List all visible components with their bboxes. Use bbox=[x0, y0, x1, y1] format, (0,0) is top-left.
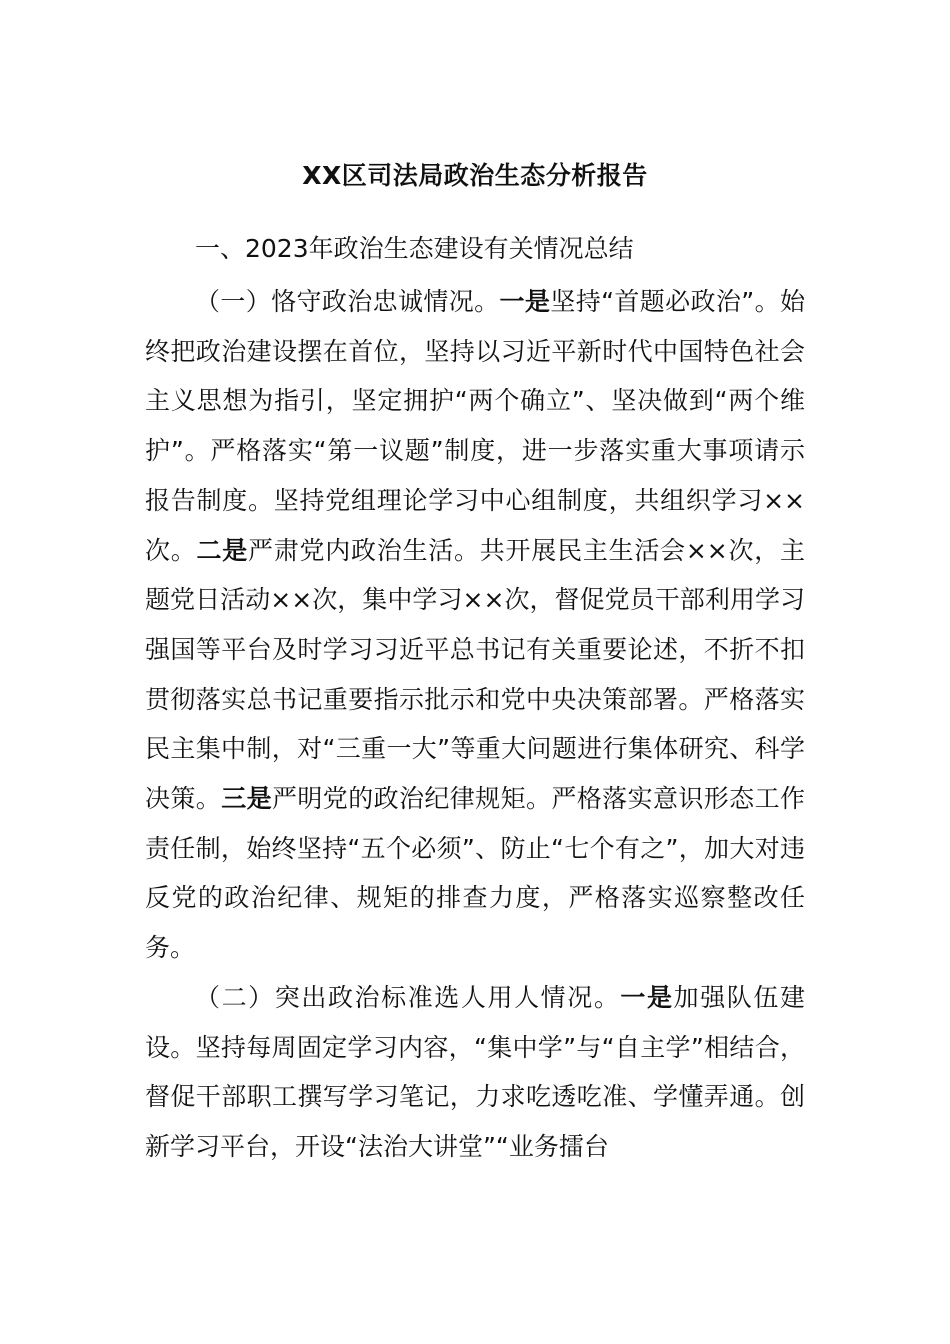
point-text: 加强队伍建设。坚持每周固定学习内容，“集中学”与“自主学”相结合，督促干部职工撰写学习笔记，力求吃透吃准、学懂弄通。创新学习平台，开设“法治大讲堂”“业务擂台 bbox=[145, 983, 805, 1162]
point-label: 一是 bbox=[499, 287, 551, 316]
point-text: 严明党的政治纪律规矩。严格落实意识形态工作责任制，始终坚持“五个必须”、防止“七个有之”，加大对违反党的政治纪律、规矩的排查力度，严格落实巡察整改任务。 bbox=[145, 784, 805, 963]
paragraph-lead: （一）恪守政治忠诚情况。 bbox=[195, 287, 500, 316]
point-label: 一是 bbox=[620, 983, 674, 1012]
point-text: 严肃党内政治生活。共开展民主生活会××次，主题党日活动××次，集中学习××次，督促党员干部利用学习强国等平台及时学习习近平总书记有关重要论述，不折不扣贯彻落实总书记重要指示批示和党中央决策部署。严格落实民主集中制，对“三重一大”等重大问题进行集体研究、科学决策。 bbox=[145, 535, 805, 814]
paragraph-lead: （二）突出政治标准选人用人情况。 bbox=[195, 983, 621, 1012]
paragraph-political-loyalty bbox=[145, 277, 805, 973]
point-label: 二是 bbox=[196, 535, 249, 565]
section-heading: 一、2023年政治生态建设有关情况总结 bbox=[195, 234, 634, 263]
document-title: XX区司法局政治生态分析报告 bbox=[302, 161, 648, 190]
point-label: 三是 bbox=[221, 784, 272, 814]
point-text: 坚持“首题必政治”。始终把政治建设摆在首位，坚持以习近平新时代中国特色社会主义思想为指引，坚定拥护“两个确立”、坚决做到“两个维护”。严格落实“第一议题”制度，进一步落实重大事项请示报告制度。坚持党组理论学习中心组制度，共组织学习××次。 bbox=[145, 287, 805, 565]
paragraph-personnel-selection bbox=[145, 973, 805, 1172]
